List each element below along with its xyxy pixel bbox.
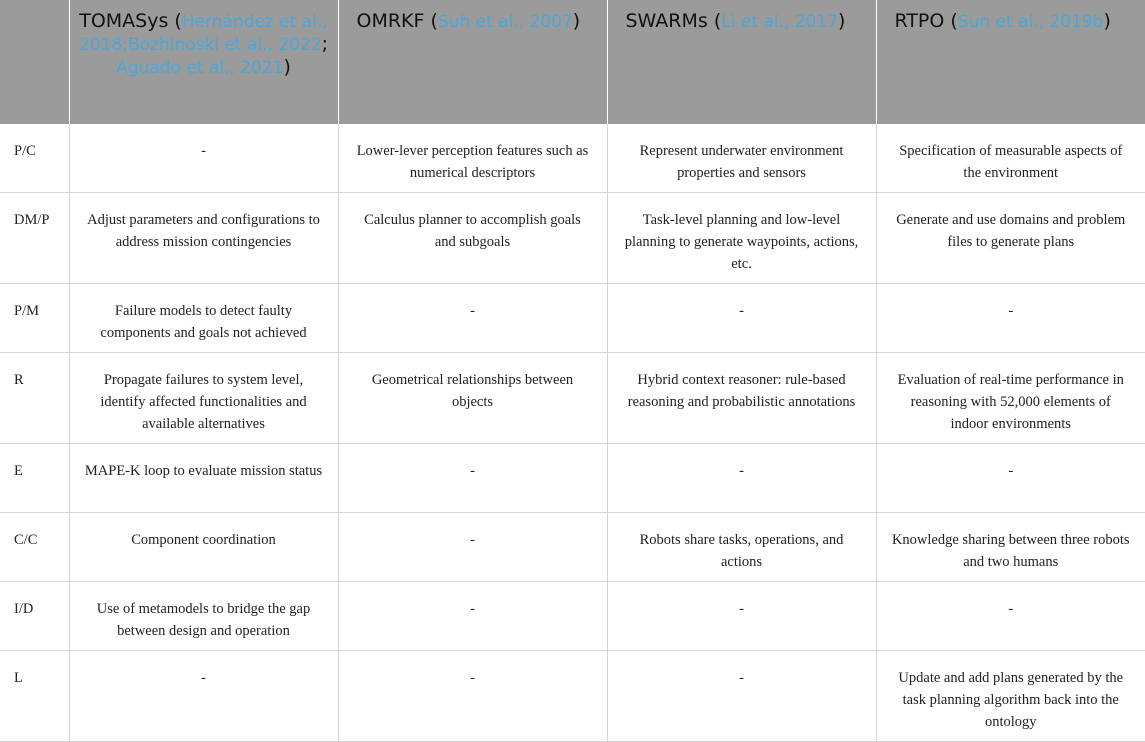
table-cell: Task-level planning and low-level planning to generate waypoints, actions, etc.	[607, 193, 876, 284]
header-blank-cell	[0, 0, 69, 124]
header-name: SWARMs	[625, 10, 708, 32]
citation-link[interactable]: Li et al., 2017	[721, 12, 839, 32]
table-cell: -	[876, 582, 1145, 651]
table-cell: -	[338, 513, 607, 582]
table-cell: -	[338, 444, 607, 513]
table-cell: -	[607, 651, 876, 742]
table-header	[0, 0, 1145, 124]
table-cell: Calculus planner to accomplish goals and subgoals	[338, 193, 607, 284]
header-row	[0, 0, 1145, 124]
citation-separator: ;	[321, 33, 329, 55]
paren-open: (	[944, 10, 958, 32]
paren-open: (	[707, 10, 722, 32]
row-label: E	[0, 444, 69, 513]
table-row	[0, 651, 1145, 742]
table-cell: Robots share tasks, operations, and actions	[607, 513, 876, 582]
row-label: P/M	[0, 284, 69, 353]
table-cell: Propagate failures to system level, identify affected functionalities and available alternatives	[69, 353, 338, 444]
row-label: R	[0, 353, 69, 444]
paren-close: )	[1103, 10, 1111, 32]
header-name: RTPO	[894, 10, 945, 32]
header-name: OMRKF	[356, 10, 425, 32]
table-cell: Adjust parameters and configurations to address mission contingencies	[69, 193, 338, 284]
paren-close: )	[572, 10, 581, 32]
row-label: P/C	[0, 124, 69, 193]
paren-close: )	[838, 10, 846, 32]
table-cell: -	[876, 444, 1145, 513]
table-row	[0, 193, 1145, 284]
table-cell: -	[69, 124, 338, 193]
table-cell: Generate and use domains and problem files to generate plans	[876, 193, 1145, 284]
table-cell: Failure models to detect faulty components and goals not achieved	[69, 284, 338, 353]
table-row	[0, 444, 1145, 513]
table-row	[0, 582, 1145, 651]
citation-link[interactable]: Hernández et al., 2018;Bozhinoski et al., 2022	[78, 12, 328, 55]
citation-link[interactable]: Sun et al., 2019b	[957, 12, 1104, 32]
table-cell: Specification of measurable aspects of the environment	[876, 124, 1145, 193]
row-label: I/D	[0, 582, 69, 651]
table-cell: Update and add plans generated by the task planning algorithm back into the ontology	[876, 651, 1145, 742]
table-cell: Represent underwater environment properties and sensors	[607, 124, 876, 193]
header-swarms	[607, 0, 876, 124]
header-omrkf	[338, 0, 607, 124]
table-cell: Geometrical relationships between objects	[338, 353, 607, 444]
row-label: DM/P	[0, 193, 69, 284]
table-cell: -	[69, 651, 338, 742]
header-rtpo	[876, 0, 1145, 124]
table-cell: -	[607, 582, 876, 651]
table-cell: Hybrid context reasoner: rule-based reasoning and probabilistic annotations	[607, 353, 876, 444]
table-cell: -	[338, 582, 607, 651]
table-cell: -	[607, 284, 876, 353]
header-tomasys	[69, 0, 338, 124]
table-row	[0, 124, 1145, 193]
table-cell: Component coordination	[69, 513, 338, 582]
header-name: TOMASys	[79, 10, 169, 32]
citation-link[interactable]: Suh et al., 2007	[437, 12, 573, 32]
table-cell: Use of metamodels to bridge the gap between design and operation	[69, 582, 338, 651]
paren-close: )	[283, 56, 291, 78]
paren-open: (	[168, 10, 182, 32]
table-row	[0, 284, 1145, 353]
table-row	[0, 353, 1145, 444]
row-label: C/C	[0, 513, 69, 582]
table-cell: -	[607, 444, 876, 513]
table-cell: Lower-lever perception features such as numerical descriptors	[338, 124, 607, 193]
table-cell: -	[876, 284, 1145, 353]
paren-open: (	[424, 10, 438, 32]
row-label: L	[0, 651, 69, 742]
table-row	[0, 513, 1145, 582]
table-cell: -	[338, 651, 607, 742]
table-cell: MAPE-K loop to evaluate mission status	[69, 444, 338, 513]
table-cell: Knowledge sharing between three robots and two humans	[876, 513, 1145, 582]
table-cell: Evaluation of real-time performance in reasoning with 52,000 elements of indoor environments	[876, 353, 1145, 444]
table-body	[0, 124, 1145, 742]
citation-link[interactable]: Aguado et al., 2021	[116, 58, 284, 78]
table-cell: -	[338, 284, 607, 353]
